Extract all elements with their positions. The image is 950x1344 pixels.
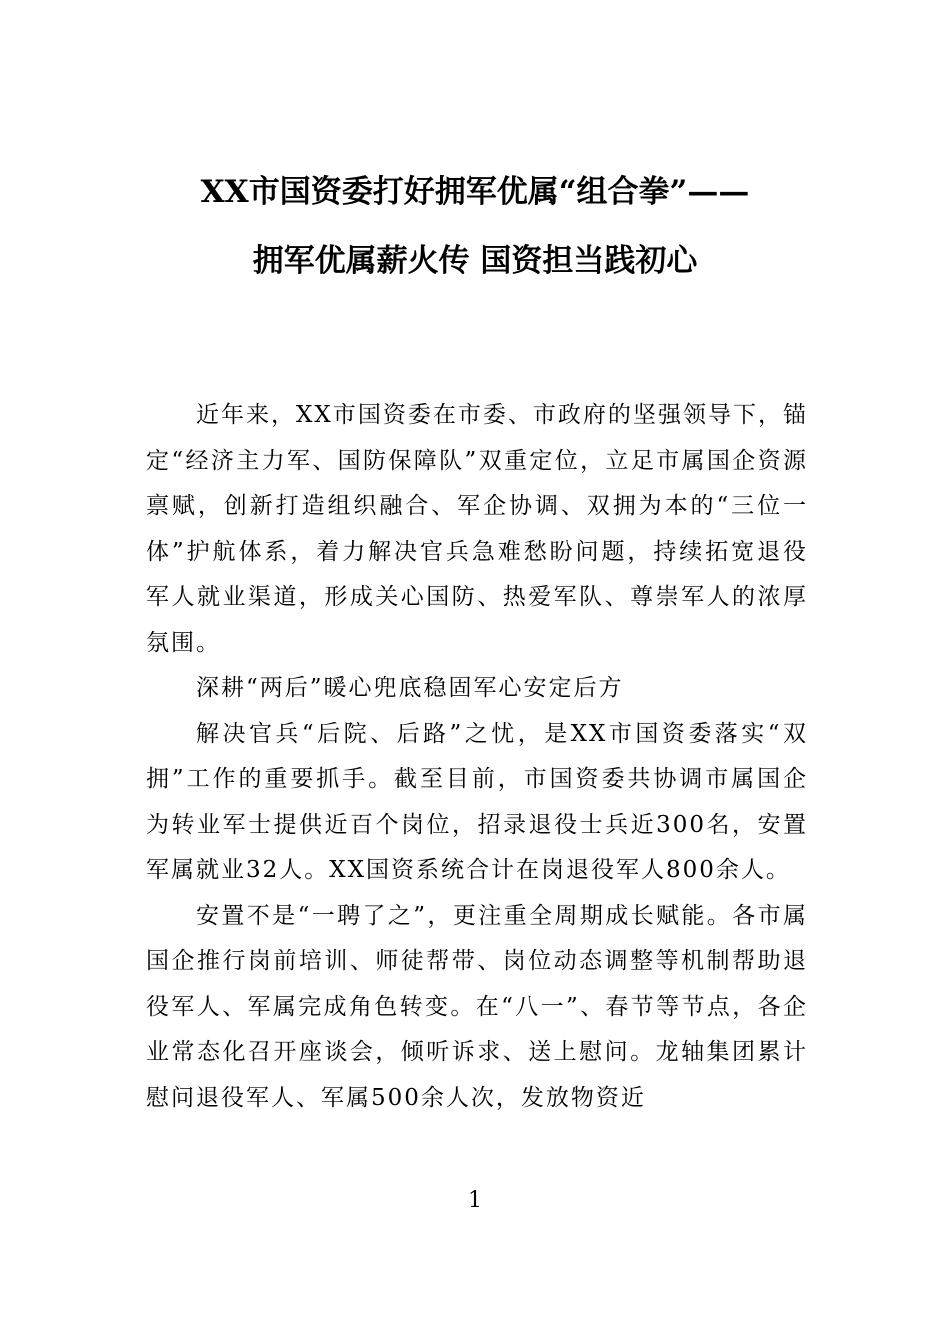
section-heading: 深耕“两后”暖心兜底稳固军心安定后方 [196,675,624,701]
body-paragraph: 解决官兵“后院、后路”之忧，是XX市国资委落实“双拥”工作的重要抓手。截至目前，市国资委共协调市属国企为转业军士提供近百个岗位，招录退役士兵近300名，安置军属就业32人。XX国资系统合计在岗退役军人800余人。 [146,720,808,883]
page-number: 1 [468,1188,482,1213]
document-title-line-2: 拥军优属薪火传 国资担当践初心 [252,243,698,279]
body-paragraph: 安置不是“一聘了之”，更注重全周期成长赋能。各市属国企推行岗前培训、师徒帮带、岗位动态调整等机制帮助退役军人、军属完成角色转变。在“八一”、春节等节点，各企业常态化召开座谈会，倾听诉求、送上慰问。龙轴集团累计慰问退役军人、军属500余人次，发放物资近 [146,902,808,1111]
body-paragraph-intro: 近年来，XX市国资委在市委、市政府的坚强领导下，锚定“经济主力军、国防保障队”双重定位，立足市属国企资源禀赋，创新打造组织融合、军企协调、双拥为本的“三位一体”护航体系，着力解决官兵急难愁盼问题，持续拓宽退役军人就业渠道，形成关心国防、热爱军队、尊崇军人的浓厚氛围。 [146,402,808,656]
document-title-line-1: XX市国资委打好拥军优属“组合拳”—— [200,174,750,210]
document-body [146,393,808,1121]
